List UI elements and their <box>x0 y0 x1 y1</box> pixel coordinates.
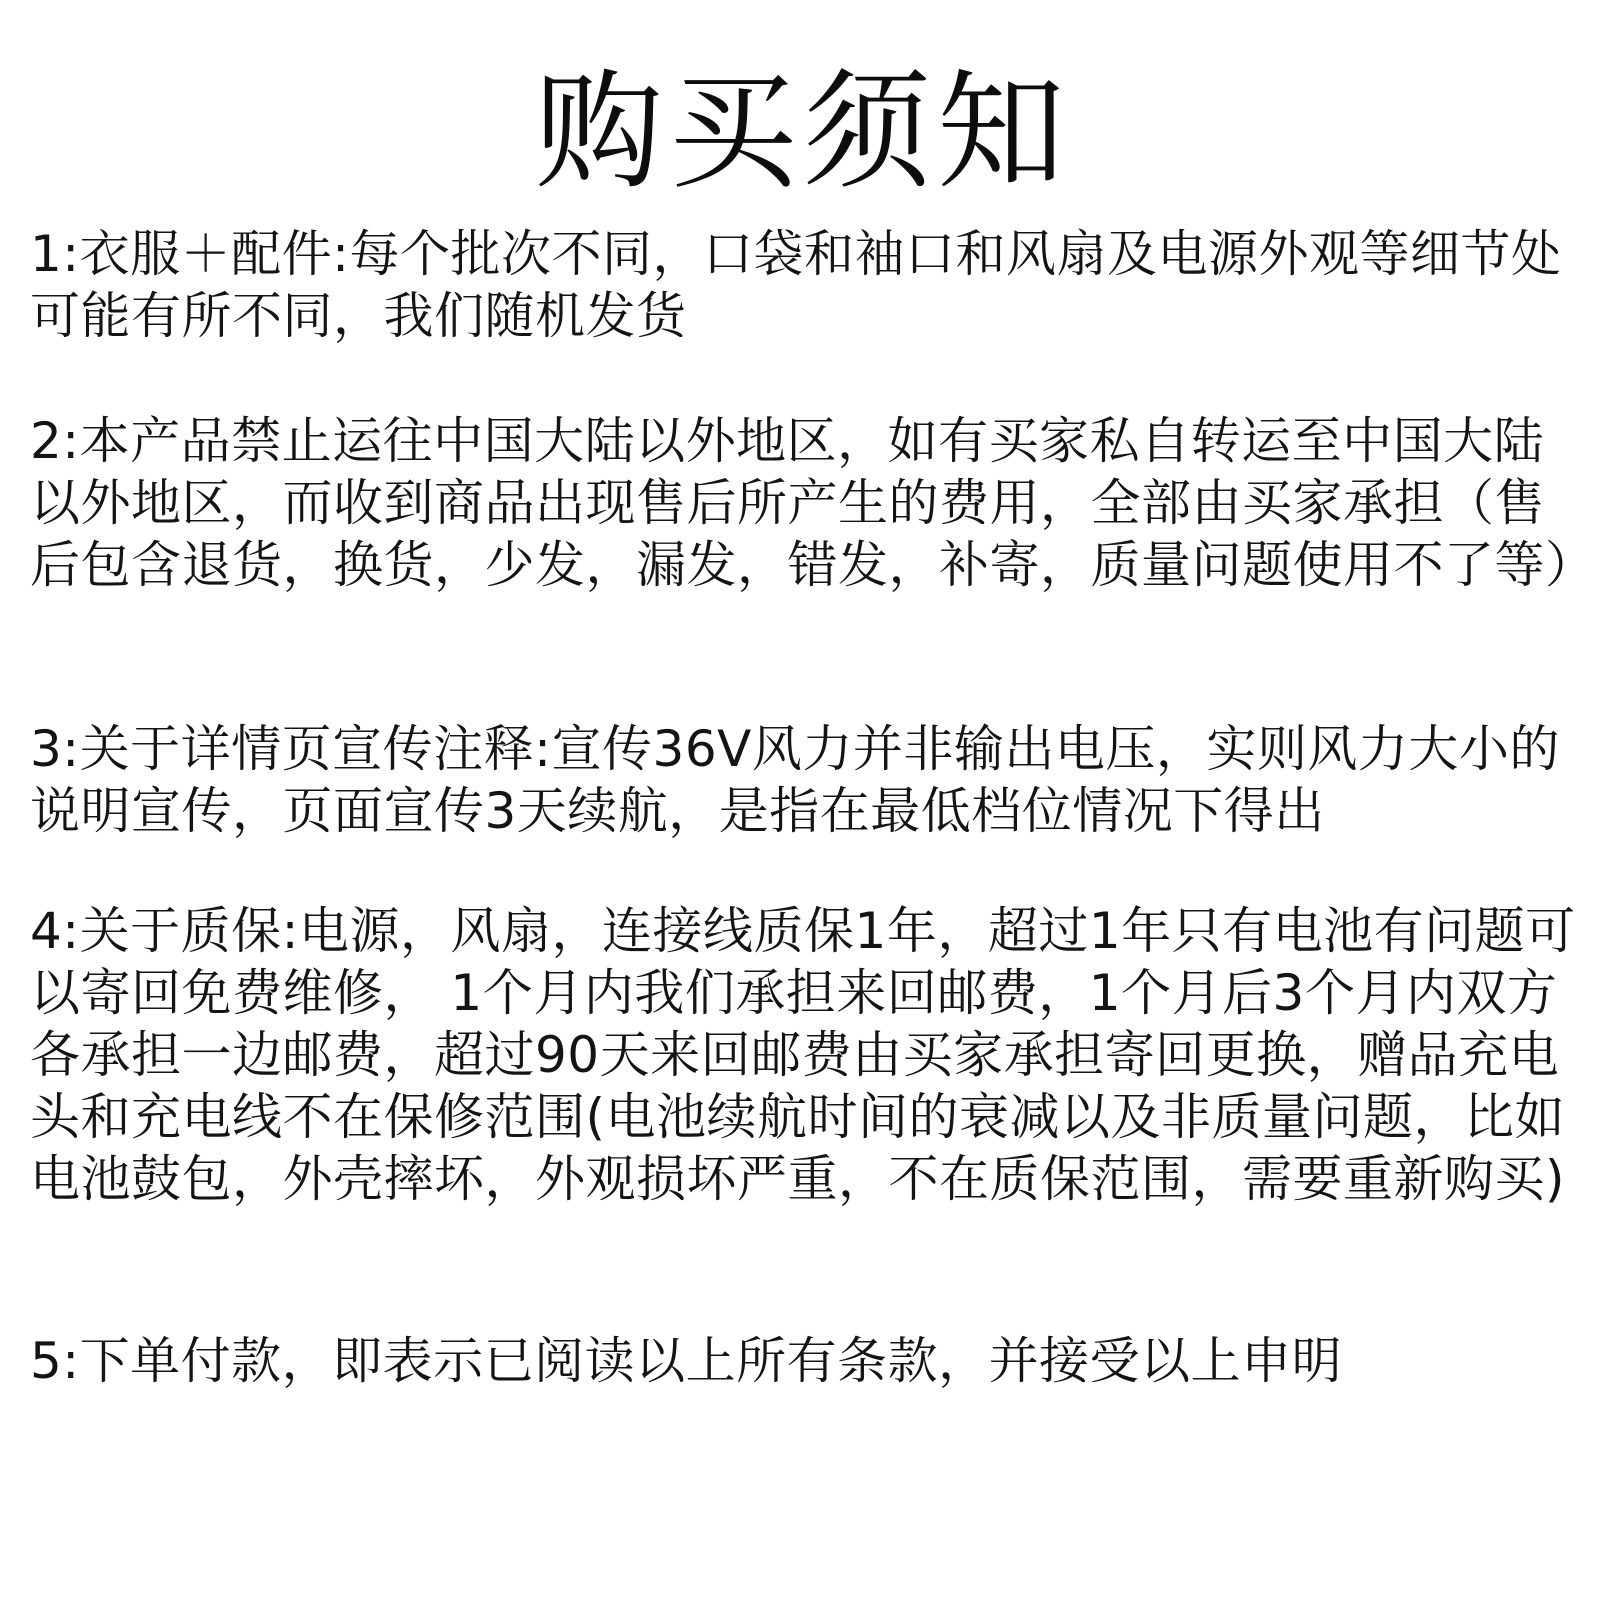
page-title: 购买须知 <box>534 58 1071 207</box>
notice-item-1: 1:衣服＋配件:每个批次不同，口袋和袖口和风扇及电源外观等细节处可能有所不同，我们随机发货 <box>30 225 1562 345</box>
notice-item-4: 4:关于质保:电源，风扇，连接线质保1年，超过1年只有电池有问题可以寄回免费维修， 1个月内我们承担来回邮费，1个月后3个月内双方各承担一边邮费，超过90天来回邮费由买家承担寄回更换，赠品充电头和充电线不在保修范围(电池续航时间的衰减以及非质量问题，比如电池鼓包，外壳摔坏，外观损坏严重，不在质保范围，需要重新购买) <box>30 902 1576 1208</box>
notice-item-2: 2:本产品禁止运往中国大陆以外地区，如有买家私自转运至中国大陆以外地区，而收到商品出现售后所产生的费用，全部由买家承担（售后包含退货，换货，少发，漏发，错发，补寄，质量问题使用不了等） <box>30 412 1596 594</box>
notice-item-3: 3:关于详情页宣传注释:宣传36V风力并非输出电压，实则风力大小的说明宣传，页面宣传3天续航，是指在最低档位情况下得出 <box>30 720 1560 840</box>
notice-item-5: 5:下单付款，即表示已阅读以上所有条款，并接受以上申明 <box>30 1332 1343 1390</box>
